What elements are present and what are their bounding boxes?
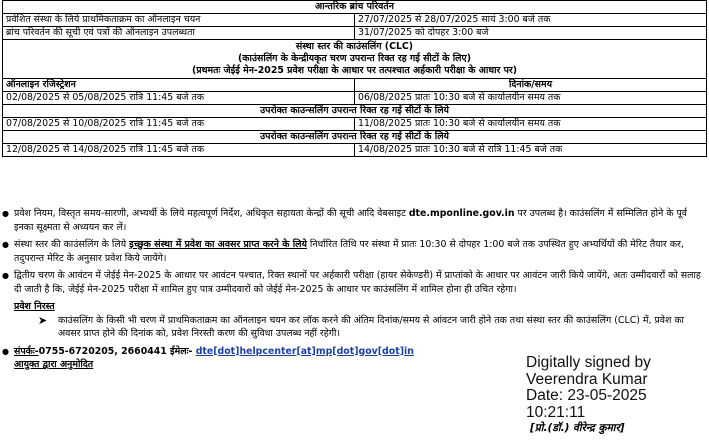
bullet-icon: ● [2, 346, 9, 356]
table-row [3, 40, 707, 79]
table-cell: 02/08/2025 से 05/08/2025 रात्रि 11:45 बजे तक [3, 92, 355, 105]
signature-date: Date: 23-05-2025 [526, 387, 647, 404]
table-cell: प्रवेशित संस्था के लिये प्राथमिकताक्रम का ऑनलाइन चयन [3, 14, 355, 27]
bullet-icon: ● [2, 209, 9, 218]
arrow-icon: ➤ [38, 313, 48, 327]
contact-label: संपर्कः- [14, 345, 39, 357]
table-row [3, 79, 707, 92]
section-heading: आन्तरिक ब्रांच परिवर्तन [3, 1, 707, 14]
table-row [3, 1, 707, 14]
clc-basis: (प्रथमतः जेईई मेन-2025 प्रवेश परीक्षा के आधार पर तत्पश्चात अर्हकारी परीक्षा के आधार पर) [191, 65, 518, 76]
signature-time: 10:21:11 [526, 403, 586, 421]
column-header: ऑनलाइन रजिस्ट्रेशन [3, 79, 355, 92]
bullet-icon: ● [2, 271, 9, 280]
bullet-icon: ● [2, 240, 9, 249]
note-allotment [2, 269, 702, 296]
table-row [3, 131, 707, 144]
note-rules [2, 207, 702, 234]
table-row [3, 118, 707, 131]
note-text: निर्धारित तिथि पर संस्था में प्रातः 10:30 से दोपहर 1:00 बजे तक उपस्थित हुए अभ्यर्थियों की मेरिट तैयार कर, तदुपरान्त मेरिट के अनुसार प्रवेश किये जायेंगे। [14, 239, 684, 264]
table-row [3, 27, 707, 40]
table-cell: 27/07/2025 से 28/07/2025 सायं 3:00 बजे तक [355, 14, 707, 27]
table-cell: 06/08/2025 प्रातः 10:30 बजे से कार्यालयीन समय तक [355, 92, 707, 105]
signature-line: Digitally signed by [526, 354, 651, 371]
notes-section [2, 207, 702, 372]
table-cell: 12/08/2025 से 14/08/2025 रात्रि 11:45 बजे तक [3, 144, 355, 157]
note-text: प्रवेश नियम, विस्तृत समय-सारणी, अभ्यर्थी के लिये महत्वपूर्ण निर्देश, अधिकृत सहायता केन्द्रों की सूची आदि वेबसाइट [14, 208, 409, 219]
table-row [3, 144, 707, 157]
subsection-heading: उपरोक्त काउन्सलिंग उपरान्त रिक्त रह गई सीटों के लिये [3, 131, 707, 144]
approval-note: आयुक्त द्वारा अनुमोदित [14, 359, 94, 370]
table-cell: 11/08/2025 प्रातः 10:30 बजे से कार्यालयीन समय तक [355, 118, 707, 131]
note-clc [2, 238, 702, 265]
clc-subtitle: (काउंसलिंग के केन्द्रीयकृत चरण उपरान्त रिक्त रह गई सीटों के लिए) [238, 53, 471, 64]
email-label: ईमेलः- [166, 345, 196, 357]
table-row [3, 105, 707, 118]
table-row [3, 92, 707, 105]
note-text: पर उपलब्ध है। काउंसलिंग में सम्मिलित होने के पूर्व इनका सूक्ष्मता से अध्ययन कर लें। [14, 208, 687, 233]
cancel-title: प्रवेश निरस्त [14, 301, 55, 312]
website-link[interactable]: dte.mponline.gov.in [408, 208, 515, 219]
table-cell: 31/07/2025 को दोपहर 3:00 बजे [355, 27, 707, 40]
note-text: काउंसलिंग के किसी भी चरण में प्राथमिकताक्रम का ऑनलाइन चयन कर लॉक करने की अंतिम दिनांक/समय से आंवटन जारी होने तक तथा संस्था स्तर की काउंसलिंग (CLC) में, प्रवेश का अवसर प्राप्त होने की दिनांक को, प्रवेश निरस्ती करण की सुविधा उपलब्ध नहीं रहेगी। [58, 314, 684, 339]
note-emphasis: इच्छुक संस्था में प्रवेश का अवसर प्राप्त करने के लिये [129, 239, 307, 250]
clc-heading [3, 40, 707, 79]
note-cancel [2, 314, 702, 341]
email-link[interactable]: dte[dot]helpcenter[at]mp[dot]gov[dot]in [195, 345, 414, 357]
table-cell: 14/08/2025 प्रातः 10:30 बजे से रात्रि 11:45 बजे तक [355, 144, 707, 157]
subsection-heading: उपरोक्त काउन्सलिंग उपरान्त रिक्त रह गई सीटों के लिये [3, 105, 707, 118]
digital-signature-stamp [526, 355, 706, 421]
column-header: दिनांक/समय [355, 79, 707, 92]
signatory-name: [प्रो.(डॉ.) वीरेन्द्र कुमार] [530, 422, 625, 434]
table-cell: 07/08/2025 से 10/08/2025 रात्रि 11:45 बजे तक [3, 118, 355, 131]
schedule-table [2, 0, 707, 157]
table-row [3, 14, 707, 27]
contact-phones: 0755-6720205, 2660441 [38, 345, 167, 357]
note-text: संस्था स्तर की काउंसलिंग के लिये [14, 239, 130, 250]
note-text: द्वितीय चरण के आवंटन में जेईई मेन-2025 के आधार पर आवंटन पश्चात, रिक्त स्थानों पर अर्हकारी परीक्षा (हायर सेकेण्डरी) में प्राप्तांको के आधार पर आवंटन जारी किये जायेंगे, अतः उम्मीदवारों को सलाह दी जाती है कि, जेईई मेन-2025 परीक्षा में शामिल हुए पात्र उम्मीदवारों को जेईई मेन-2025 के आधार पर काउंसलिंग में शामिल होना ही उचित रहेगा। [14, 270, 701, 295]
table-cell: ब्रांच परिवर्तन की सूची एवं पत्रों की ऑनलाइन उपलब्धता [3, 27, 355, 40]
signature-name: Veerendra Kumar [526, 370, 648, 388]
clc-title: संस्था स्तर की काउंसलिंग (CLC) [295, 41, 414, 52]
